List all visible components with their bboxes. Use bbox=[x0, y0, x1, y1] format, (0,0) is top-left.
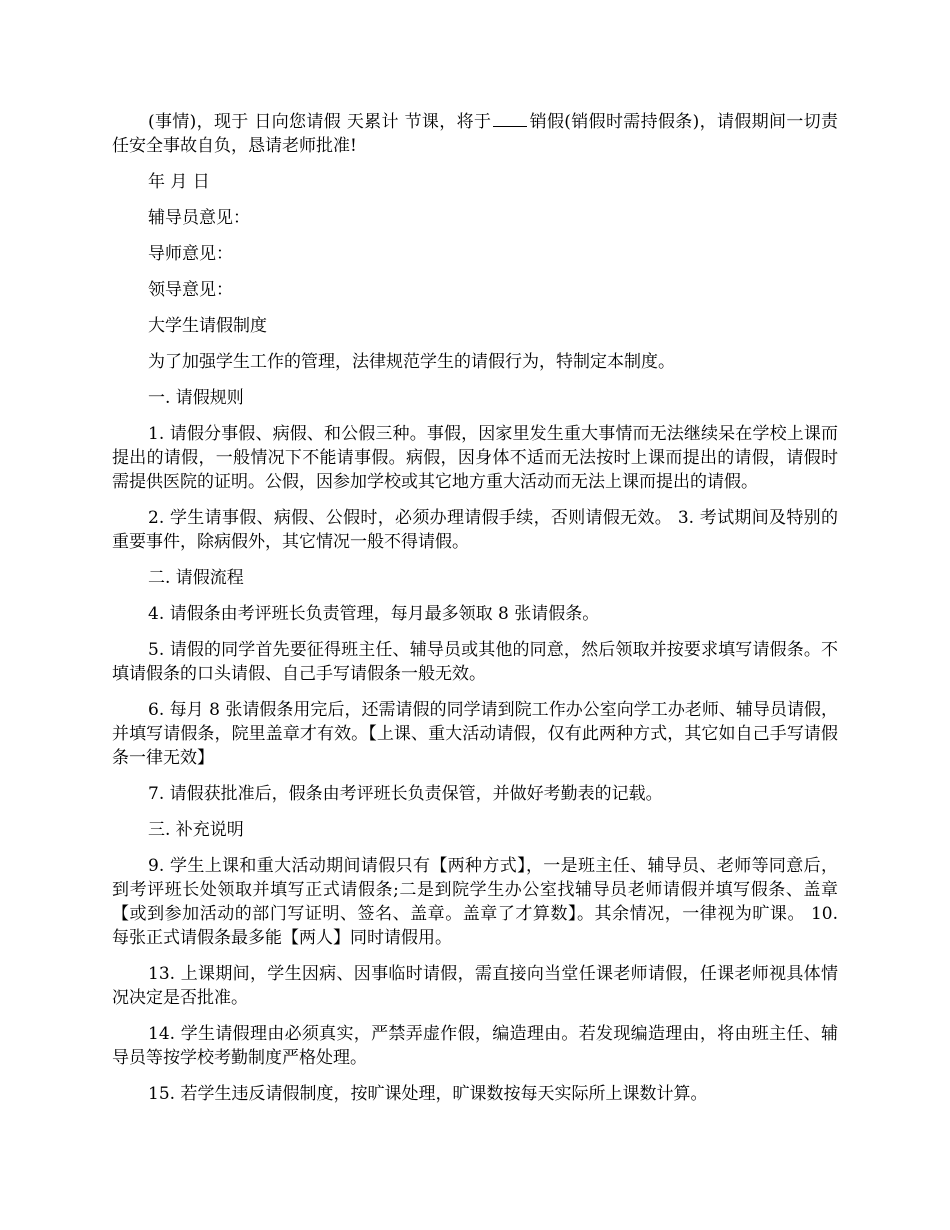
advisor-opinion: 导师意见： bbox=[148, 244, 233, 264]
rule-13: 13. 上课期间，学生因病、因事临时请假，需直接向当堂任课老师请假，任课老师视具体情况决定是否批准。 bbox=[112, 964, 838, 1008]
rule-1: 1. 请假分事假、病假、和公假三种。事假，因家里发生重大事情而无法继续呆在学校上课而提出的请假，一般情况下不能请事假。病假，因身体不适而无法按时上课而提出的请假，请假时需提供医院的证明。公假，因参加学校或其它地方重大活动而无法上课而提出的请假。 bbox=[112, 424, 838, 492]
heading-leave-process: 二. 请假流程 bbox=[148, 568, 244, 588]
rule-15: 15. 若学生违反请假制度，按旷课处理，旷课数按每天实际所上课数计算。 bbox=[148, 1084, 708, 1104]
leave-request-text-end: 销假(销假时需持假条)，请假期间一切责任安全事故自负，恳请老师批准! bbox=[112, 112, 838, 156]
rule-9-10: 9. 学生上课和重大活动期间请假只有【两种方式】，一是班主任、辅导员、老师等同意后，到考评班长处领取并填写正式请假条;二是到院学生办公室找辅导员老师请假并填写假条、盖章【或到参加活动的部门写证明、签名、盖章。盖章了才算数】。其余情况，一律视为旷课。 10. 每张正式请假条最多能【两人】同时请假用。 bbox=[112, 856, 838, 948]
rule-7: 7. 请假获批准后，假条由考评班长负责保管，并做好考勤表的记载。 bbox=[148, 784, 663, 804]
rule-4: 4. 请假条由考评班长负责管理，每月最多领取 8 张请假条。 bbox=[148, 604, 600, 624]
rule-6: 6. 每月 8 张请假条用完后，还需请假的同学请到院工作办公室向学工办老师、辅导员请假，并填写请假条，院里盖章才有效。【上课、重大活动请假，仅有此两种方式，其它如自己手写请假条一律无效】 bbox=[112, 700, 838, 768]
rule-2-3: 2. 学生请事假、病假、公假时，必须办理请假手续，否则请假无效。 3. 考试期间及特别的重要事件，除病假外，其它情况一般不得请假。 bbox=[112, 508, 838, 552]
intro-paragraph: 为了加强学生工作的管理，法律规范学生的请假行为，特制定本制度。 bbox=[148, 352, 675, 372]
rule-5: 5. 请假的同学首先要征得班主任、辅导员或其他的同意，然后领取并按要求填写请假条。不填请假条的口头请假、自己手写请假条一般无效。 bbox=[112, 640, 838, 684]
leader-opinion: 领导意见： bbox=[148, 280, 233, 300]
blank-line bbox=[493, 112, 527, 127]
date-line: 年 月 日 bbox=[148, 172, 210, 192]
heading-leave-rules: 一. 请假规则 bbox=[148, 388, 244, 408]
counselor-opinion: 辅导员意见： bbox=[148, 208, 250, 228]
rule-14: 14. 学生请假理由必须真实，严禁弄虚作假，编造理由。若发现编造理由，将由班主任、辅导员等按学校考勤制度严格处理。 bbox=[112, 1024, 838, 1068]
leave-request-text-start: (事情)，现于 日向您请假 天累计 节课，将于 bbox=[148, 112, 492, 132]
leave-request-paragraph bbox=[112, 110, 838, 158]
section-title-leave-policy: 大学生请假制度 bbox=[148, 316, 267, 336]
heading-supplement: 三. 补充说明 bbox=[148, 820, 244, 840]
